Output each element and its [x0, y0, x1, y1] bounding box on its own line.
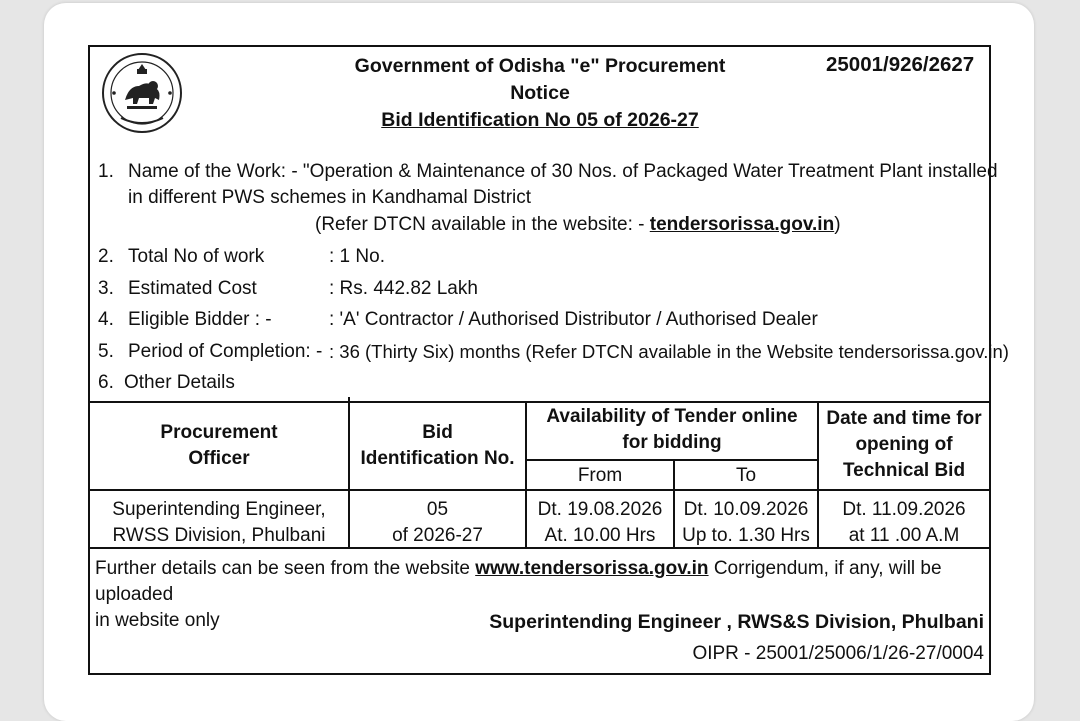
- item-2-value: : 1 No.: [329, 246, 385, 267]
- item-5-label: Period of Completion: -: [128, 341, 323, 362]
- item-6-label: Other Details: [124, 372, 235, 393]
- signature: Superintending Engineer , RWS&S Division, Phulbani: [489, 611, 984, 633]
- row-opening: [819, 497, 989, 549]
- row-officer: [90, 497, 348, 549]
- header-bid: [350, 420, 525, 472]
- header-availability-line2: for bidding: [622, 432, 722, 453]
- header-to: To: [735, 465, 757, 486]
- header-opening-line2: opening of: [855, 434, 953, 455]
- item-2-label: Total No of work: [128, 246, 265, 267]
- footer-prefix: Further details can be seen from the website: [95, 558, 476, 579]
- odisha-emblem-icon: [101, 52, 183, 134]
- notice-number: 25001/926/2627: [826, 53, 975, 76]
- item-1-label-cont: in different PWS schemes in Kandhamal District: [128, 187, 532, 208]
- row-officer-line2: RWSS Division, Phulbani: [112, 525, 326, 546]
- oipr-number: OIPR - 25001/25006/1/26-27/0004: [692, 643, 984, 664]
- row-from-line2: At. 10.00 Hrs: [544, 525, 656, 546]
- item-4-number: 4.: [98, 309, 114, 330]
- table-divider: [525, 459, 818, 461]
- header-opening-line3: Technical Bid: [842, 460, 966, 481]
- row-to: [675, 497, 817, 549]
- footer-line1: [95, 556, 987, 608]
- header-bid-line2: Identification No.: [360, 448, 515, 469]
- header-availability: [527, 404, 817, 456]
- item-1-label: Name of the Work: - "Operation & Maintenance of 30 Nos. of Packaged Water Treatment Plant installed: [128, 161, 998, 182]
- row-from-line1: Dt. 19.08.2026: [537, 499, 663, 520]
- header-officer-line1: Procurement: [160, 422, 278, 443]
- item-2-number: 2.: [98, 246, 114, 267]
- header-from: From: [577, 465, 623, 486]
- item-6-number: 6.: [98, 372, 114, 393]
- row-to-line2: Up to. 1.30 Hrs: [682, 525, 810, 546]
- header-bid-line1: Bid: [422, 422, 453, 443]
- item-4-value: : 'A' Contractor / Authorised Distributor / Authorised Dealer: [329, 309, 818, 330]
- item-5-value: : 36 (Thirty Six) months (Refer DTCN available in the Website tendersorissa.gov.in): [329, 341, 1009, 362]
- notice-header: [330, 53, 750, 134]
- footer-suffix: Corrigendum, if any, will be uploaded: [95, 558, 942, 605]
- row-bid-line2: of 2026-27: [392, 525, 483, 546]
- table-divider: [89, 489, 990, 491]
- row-opening-line1: Dt. 11.09.2026: [842, 499, 966, 520]
- header-opening-line1: Date and time for: [826, 408, 982, 429]
- item-1-number: 1.: [98, 161, 114, 182]
- item-3-label: Estimated Cost: [128, 278, 257, 299]
- item-3-number: 3.: [98, 278, 114, 299]
- item-4-label: Eligible Bidder : -: [128, 309, 272, 330]
- header-officer-line2: Officer: [188, 448, 250, 469]
- row-officer-line1: Superintending Engineer,: [112, 499, 326, 520]
- row-bid-line1: 05: [426, 499, 449, 520]
- bid-identification-title: Bid Identification No 05 of 2026-27: [381, 109, 699, 131]
- item-5-number: 5.: [98, 341, 114, 362]
- refer-link[interactable]: tendersorissa.gov.in: [649, 214, 835, 235]
- row-from: [527, 497, 673, 549]
- row-to-line1: Dt. 10.09.2026: [683, 499, 809, 520]
- row-bid: [350, 497, 525, 549]
- header-officer: [90, 420, 348, 472]
- header-availability-line1: Availability of Tender online: [546, 406, 798, 427]
- refer-prefix: (Refer DTCN available in the website: -: [315, 214, 650, 235]
- notice-title: Government of Odisha "e" Procurement Notice: [354, 55, 726, 104]
- header-opening: [819, 406, 989, 484]
- item-1-refer: [315, 212, 841, 238]
- footer-link[interactable]: www.tendersorissa.gov.in: [475, 558, 709, 579]
- footer-line2: in website only: [95, 610, 220, 631]
- refer-suffix: ): [834, 214, 841, 235]
- item-3-value: : Rs. 442.82 Lakh: [329, 278, 478, 299]
- row-opening-line2: at 11 .00 A.M: [848, 525, 960, 546]
